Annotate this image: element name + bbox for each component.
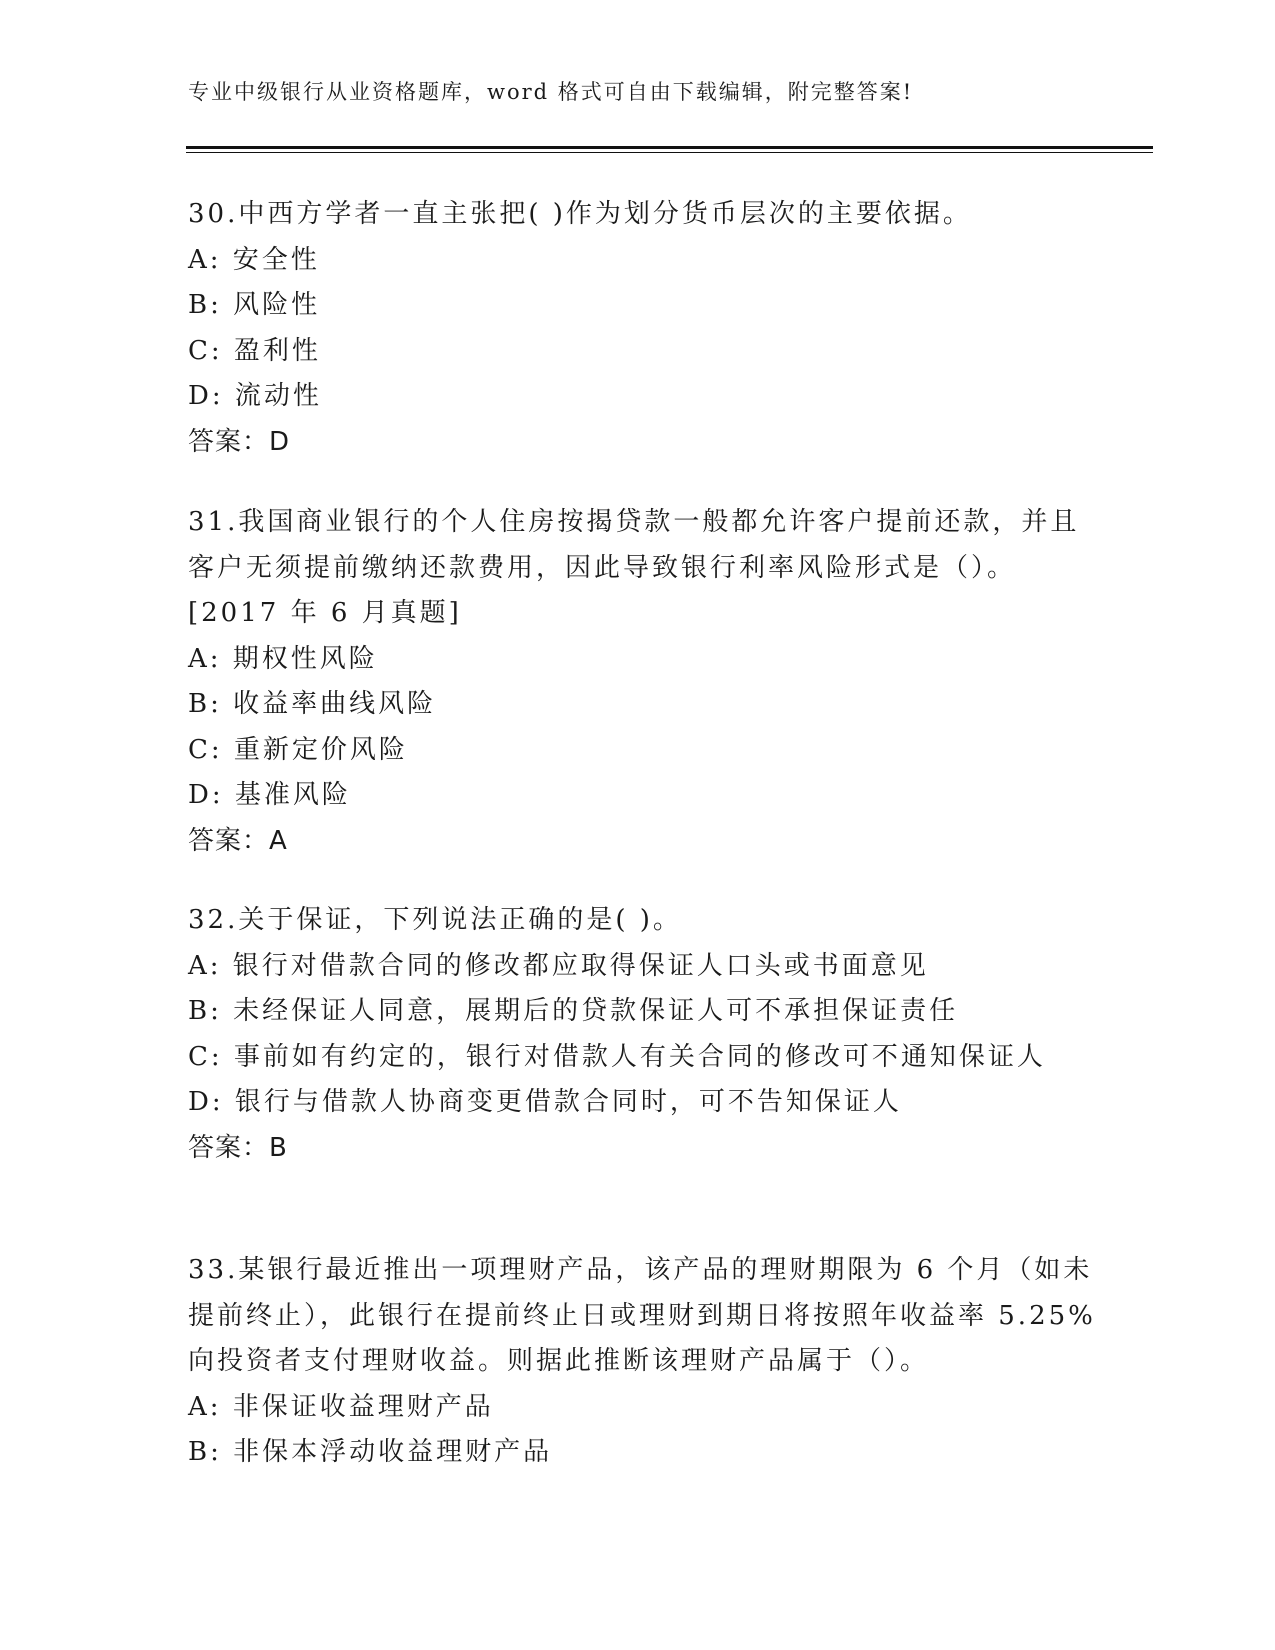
option-a: A: 期权性风险 <box>188 643 378 674</box>
question-stem-line: 32.关于保证，下列说法正确的是( )。 <box>188 905 682 935</box>
option-b: B: 未经保证人同意，展期后的贷款保证人可不承担保证责任 <box>188 996 959 1026</box>
option-c: C: 事前如有约定的，银行对借款人有关合同的修改可不通知保证人 <box>188 1041 1046 1072</box>
question-stem-line: [2017 年 6 月真题] <box>188 598 462 628</box>
question-stem-line: 客户无须提前缴纳还款费用，因此导致银行利率风险形式是（）。 <box>188 552 1017 583</box>
question-32 <box>188 898 1088 1171</box>
question-33 <box>188 1248 1096 1476</box>
option-a: A: 安全性 <box>188 244 320 275</box>
header-rule-thin <box>186 152 1153 153</box>
option-b: B: 风险性 <box>188 290 321 320</box>
option-d: D: 银行与借款人协商变更借款合同时，可不告知保证人 <box>188 1087 902 1117</box>
question-30 <box>188 192 1088 465</box>
option-d: D: 基准风险 <box>188 780 351 810</box>
question-31 <box>188 500 1088 864</box>
question-stem-line: 33.某银行最近推出一项理财产品，该产品的理财期限为 6 个月（如未 <box>188 1255 1093 1285</box>
question-stem-line: 31.我国商业银行的个人住房按揭贷款一般都允许客户提前还款，并且 <box>188 507 1080 537</box>
question-stem-line: 向投资者支付理财收益。则据此推断该理财产品属于（）。 <box>188 1346 930 1376</box>
page-header: 专业中级银行从业资格题库，word 格式可自由下载编辑，附完整答案! <box>188 80 914 104</box>
option-a: A: 非保证收益理财产品 <box>188 1391 494 1422</box>
answer-line: 答案：A <box>188 825 288 856</box>
option-b: B: 非保本浮动收益理财产品 <box>188 1437 553 1467</box>
option-c: C: 盈利性 <box>188 335 321 366</box>
answer-line: 答案：D <box>188 426 291 457</box>
answer-line: 答案：B <box>188 1132 288 1163</box>
header-rule-thick <box>186 146 1153 149</box>
question-stem-line: 提前终止），此银行在提前终止日或理财到期日将按照年收益率 5.25% <box>188 1300 1096 1331</box>
option-d: D: 流动性 <box>188 381 322 411</box>
question-stem-line: 30.中西方学者一直主张把( )作为划分货币层次的主要依据。 <box>188 199 972 229</box>
option-a: A: 银行对借款合同的修改都应取得保证人口头或书面意见 <box>188 950 929 981</box>
option-b: B: 收益率曲线风险 <box>188 689 437 719</box>
option-c: C: 重新定价风险 <box>188 734 408 765</box>
